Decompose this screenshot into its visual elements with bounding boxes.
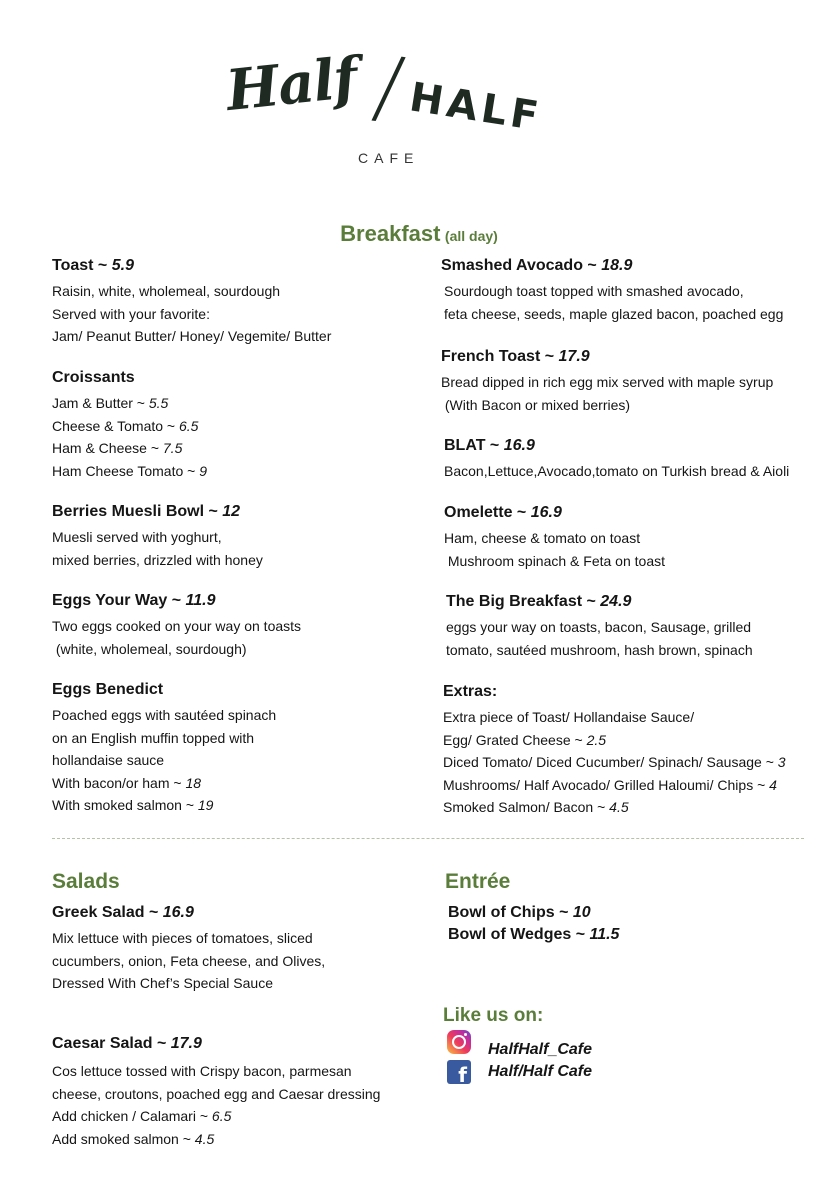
item-line: With smoked salmon ~ 19 — [52, 797, 214, 813]
item-price: 10 — [572, 904, 591, 921]
salads-section — [52, 870, 432, 1150]
item-line: Add chicken / Calamari ~ 6.5 — [52, 1108, 232, 1124]
item-line: hollandaise sauce — [52, 752, 165, 768]
menu-item-blat — [441, 436, 831, 503]
menu-item-french-toast — [441, 347, 831, 436]
item-line: Poached eggs with sautéed spinach — [52, 707, 277, 723]
item-line: Extra piece of Toast/ Hollandaise Sauce/ — [443, 709, 695, 725]
item-line: cheese, croutons, poached egg and Caesar dressing — [52, 1085, 381, 1102]
logo-bold-text: HALF — [406, 74, 546, 141]
item-line: cucumbers, onion, Feta cheese, and Olives, — [52, 952, 326, 969]
item-title: Eggs Benedict — [52, 681, 164, 698]
facebook-icon: f — [447, 1060, 471, 1084]
breakfast-subtitle: (all day) — [444, 228, 498, 244]
item-line: mixed berries, drizzled with honey — [52, 551, 263, 568]
item-line: With bacon/or ham ~ 18 — [52, 774, 202, 791]
item-line: Add smoked salmon ~ 4.5 — [52, 1130, 215, 1147]
item-price: 16.9 — [503, 437, 535, 454]
item-title: Croissants — [52, 369, 135, 386]
item-title: Toast ~ 5.9 — [52, 257, 134, 274]
menu-item-berries-muesli — [52, 502, 432, 591]
item-price: 24.9 — [600, 593, 632, 610]
item-line: Cos lettuce tossed with Crispy bacon, parmesan — [52, 1063, 352, 1079]
menu-item-croissants — [52, 368, 432, 502]
section-divider — [52, 838, 804, 839]
item-price: 11.9 — [185, 592, 216, 609]
facebook-handle[interactable]: Half/Half Cafe — [488, 1063, 593, 1080]
item-line: Egg/ Grated Cheese ~ 2.5 — [443, 731, 607, 748]
menu-item-greek-salad — [52, 903, 432, 1034]
item-line: Dressed With Chef’s Special Sauce — [52, 975, 273, 991]
item-line: Sourdough toast topped with smashed avocado, — [444, 283, 744, 299]
item-line: Raisin, white, wholemeal, sourdough — [52, 283, 281, 299]
item-title: Greek Salad ~ 16.9 — [52, 904, 194, 921]
item-price: 5.9 — [111, 257, 134, 274]
item-line: tomato, sautéed mushroom, hash brown, spinach — [446, 641, 753, 658]
item-line: on an English muffin topped with — [52, 729, 255, 746]
menu-item-caesar-salad — [52, 1034, 432, 1150]
item-line: Ham, cheese & tomato on toast — [444, 530, 641, 546]
menu-item-eggs-benedict — [52, 680, 432, 817]
item-price: 17.9 — [170, 1035, 202, 1052]
logo-slash: / — [368, 38, 410, 137]
item-price: 16.9 — [162, 904, 194, 921]
breakfast-heading — [0, 221, 838, 247]
item-line: Ham Cheese Tomato ~ 9 — [52, 462, 208, 479]
item-line: Smoked Salmon/ Bacon ~ 4.5 — [443, 799, 629, 815]
item-title: Extras: — [443, 683, 498, 700]
item-title: Berries Muesli Bowl ~ 12 — [52, 503, 241, 520]
item-title: BLAT ~ 16.9 — [444, 437, 535, 454]
item-line: Muesli served with yoghurt, — [52, 529, 222, 545]
item-price: 17.9 — [558, 348, 590, 365]
logo-subtitle: CAFE — [358, 150, 420, 166]
breakfast-left-column — [52, 256, 432, 817]
instagram-handle[interactable]: HalfHalf_Cafe — [488, 1041, 593, 1058]
item-line: Cheese & Tomato ~ 6.5 — [52, 417, 199, 434]
item-line: Jam & Butter ~ 5.5 — [52, 395, 169, 411]
item-line: Served with your favorite: — [52, 305, 210, 322]
menu-item-smashed-avocado — [441, 256, 831, 347]
item-title: French Toast ~ 17.9 — [441, 348, 590, 365]
item-line: (With Bacon or mixed berries) — [441, 396, 631, 413]
item-line: Mushroom spinach & Feta on toast — [444, 552, 665, 569]
item-title: Caesar Salad ~ 17.9 — [52, 1035, 202, 1052]
entree-title: Entrée — [445, 870, 511, 893]
logo-script-text: Half — [223, 44, 360, 124]
item-price: 16.9 — [530, 504, 562, 521]
instagram-icon — [447, 1030, 471, 1054]
item-line: (white, wholemeal, sourdough) — [52, 640, 247, 657]
social-title: Like us on: — [443, 1005, 544, 1026]
item-price: 12 — [222, 503, 241, 520]
item-line: Two eggs cooked on your way on toasts — [52, 618, 302, 634]
item-title: Smashed Avocado ~ 18.9 — [441, 257, 633, 274]
menu-item-big-breakfast — [441, 592, 831, 682]
item-line: feta cheese, seeds, maple glazed bacon, poached egg — [444, 305, 784, 322]
entree-item-wedges: Bowl of Wedges ~ 11.5 — [448, 926, 620, 943]
item-title: The Big Breakfast ~ 24.9 — [446, 593, 632, 610]
item-line: Bread dipped in rich egg mix served with maple syrup — [441, 374, 774, 390]
menu-item-toast — [52, 256, 432, 368]
item-line: Mix lettuce with pieces of tomatoes, sliced — [52, 930, 313, 946]
breakfast-title: Breakfast — [340, 221, 441, 246]
item-line: Mushrooms/ Half Avocado/ Grilled Haloumi/ Chips ~ 4 — [443, 776, 777, 793]
breakfast-right-column — [441, 256, 831, 819]
cafe-logo — [223, 38, 570, 180]
item-line: eggs your way on toasts, bacon, Sausage, grilled — [446, 619, 752, 635]
menu-item-eggs-your-way — [52, 591, 432, 680]
item-price: 11.5 — [589, 926, 620, 943]
item-line: Diced Tomato/ Diced Cucumber/ Spinach/ Sausage ~ 3 — [443, 754, 786, 770]
item-line: Bacon,Lettuce,Avocado,tomato on Turkish bread & Aioli — [444, 463, 790, 479]
item-title: Eggs Your Way ~ 11.9 — [52, 592, 216, 609]
menu-item-extras — [441, 682, 831, 819]
salads-title: Salads — [52, 870, 120, 893]
entree-section — [445, 870, 805, 945]
item-title: Omelette ~ 16.9 — [444, 504, 562, 521]
item-line: Ham & Cheese ~ 7.5 — [52, 440, 183, 456]
item-price: 18.9 — [601, 257, 633, 274]
entree-item-chips: Bowl of Chips ~ 10 — [448, 904, 591, 921]
item-line: Jam/ Peanut Butter/ Honey/ Vegemite/ Butter — [52, 328, 332, 344]
menu-item-omelette — [441, 503, 831, 592]
